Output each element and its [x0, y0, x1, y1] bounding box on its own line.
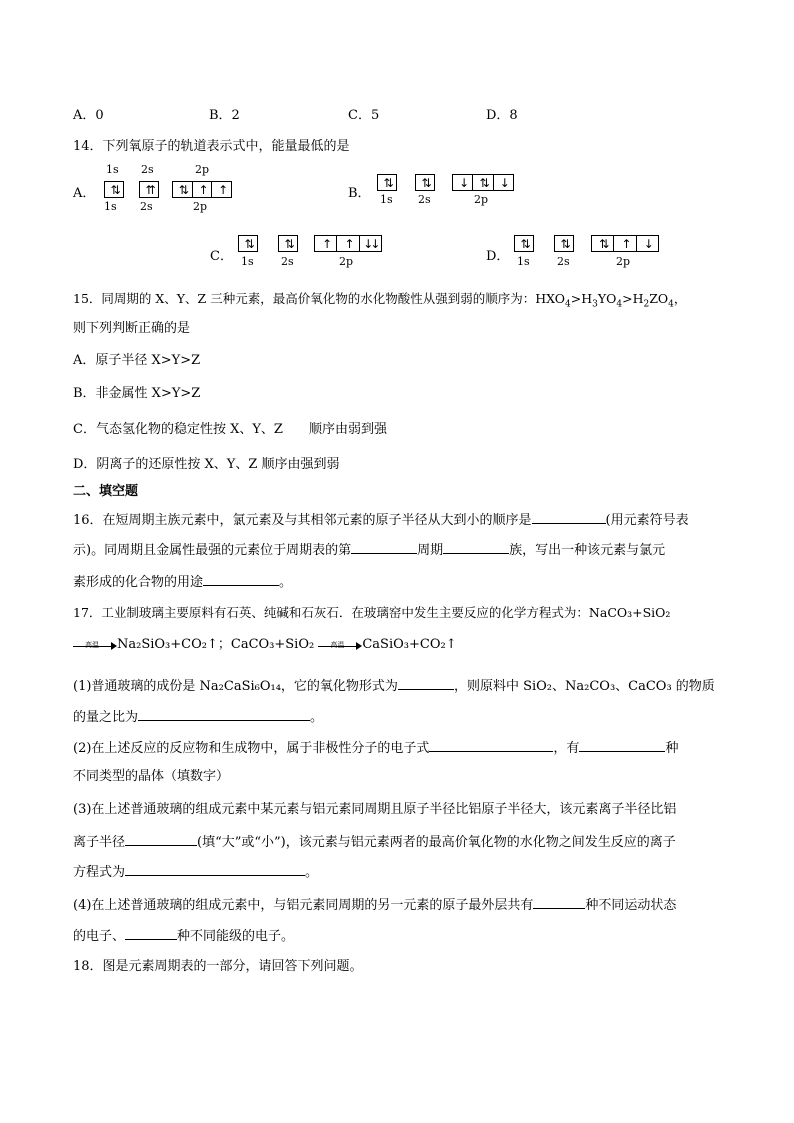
label-2p: 2p — [195, 163, 210, 176]
q17-part4-line2: 的电子、 种不同能级的电子。 — [73, 926, 294, 946]
answer-blank[interactable] — [533, 895, 585, 909]
reaction-arrow: 高温 — [318, 639, 362, 651]
label-1s: 1s — [104, 200, 117, 213]
orbital-1s: ⇅ — [104, 181, 124, 198]
q14-stem: 14．下列氧原子的轨道表示式中，能量最低的是 — [73, 139, 350, 154]
q17-equation: 高温 Na₂SiO₃+CO₂↑；CaCO₃+SiO₂ 高温 CaSiO₃+CO₂↑ — [73, 636, 457, 654]
q13-option-a: A．0 — [73, 108, 104, 123]
label-2p: 2p — [339, 255, 354, 268]
q17-part1-line2: 的量之比为 。 — [73, 707, 323, 727]
answer-blank[interactable] — [532, 510, 606, 524]
orbital-1s: ⇅ — [238, 235, 258, 252]
label-1s: 1s — [106, 163, 119, 176]
label-2s: 2s — [418, 193, 431, 206]
answer-blank[interactable] — [125, 862, 305, 876]
q17-part3-line1: (3)在上述普通玻璃的组成元素中某元素与铝元素同周期且原子半径比铝原子半径大，该元素离子半径比铝 — [73, 802, 677, 817]
answer-blank[interactable] — [125, 926, 177, 940]
q13-option-b: B．2 — [209, 108, 240, 123]
q15-option-c: C．气态氢化物的稳定性按 X、Y、Z 顺序由弱到强 — [73, 422, 387, 437]
label-2p: 2p — [474, 193, 489, 206]
answer-blank[interactable] — [351, 540, 417, 554]
label-1s: 1s — [517, 255, 530, 268]
q14-a-letter: A． — [73, 186, 96, 201]
answer-blank[interactable] — [429, 738, 553, 752]
orbital-1s: ⇅ — [514, 235, 534, 252]
q15-option-a: A．原子半径 X>Y>Z — [73, 353, 201, 368]
answer-blank[interactable] — [579, 738, 665, 752]
q17-part3-line2: 离子半径 (填“大”或“小”)，该元素与铝元素两者的最高价氧化物的水化物之间发生反应的离子 — [73, 832, 676, 852]
orbital-2p: ↑ ↑ ↓↓ — [314, 235, 382, 252]
orbital-2s: ⇅ — [415, 174, 435, 191]
q17-part4-line1: (4)在上述普通玻璃的组成元素中，与铝元素同周期的另一元素的原子最外层共有 种不同运动状态 — [73, 895, 676, 915]
q17-part2-line2: 不同类型的晶体（填数字） — [73, 769, 230, 784]
q15-stem-line1: 15．同周期的 X、Y、Z 三种元素，最高价氧化物的水化物酸性从强到弱的顺序为：$HXO_4>H_3YO_4>H_2ZO_4$， — [73, 291, 687, 310]
q13-option-c: C．5 — [348, 108, 380, 123]
orbital-2p: ⇅ ↑ ↑ — [172, 181, 232, 198]
q15-option-d: D．阴离子的还原性按 X、Y、Z 顺序由强到弱 — [73, 457, 340, 472]
q17-part3-line3: 方程式为 。 — [73, 862, 318, 882]
label-1s: 1s — [241, 255, 254, 268]
answer-blank[interactable] — [443, 540, 509, 554]
q15-stem-line2: 则下列判断正确的是 — [73, 321, 191, 336]
section-heading: 二、填空题 — [73, 484, 139, 499]
orbital-2s: ⇅ — [554, 235, 574, 252]
answer-blank[interactable] — [203, 572, 279, 586]
label-2s: 2s — [141, 163, 154, 176]
q14-b-letter: B． — [348, 186, 371, 201]
orbital-2p: ⇅ ↑ ↓ — [591, 235, 659, 252]
label-1s: 1s — [380, 193, 393, 206]
q17-part1-line1: (1)普通玻璃的成份是 Na₂CaSi₆O₁₄，它的氧化物形式为 ，则原料中 SiO₂、Na₂CO₃、CaCO₃ 的物质 — [73, 676, 715, 696]
q16-line2: 示)。同周期且金属性最强的元素位于周期表的第 周期 族，写出一种该元素与氯元 — [73, 540, 665, 560]
answer-blank[interactable] — [125, 832, 197, 846]
q16-line1: 16．在短周期主族元素中，氯元素及与其相邻元素的原子半径从大到小的顺序是 (用元素符号表 — [73, 510, 689, 530]
answer-blank[interactable] — [138, 707, 310, 721]
label-2s: 2s — [281, 255, 294, 268]
orbital-2p: ↓ ⇅ ↓ — [452, 174, 514, 191]
reaction-arrow: 高温 — [73, 639, 117, 651]
q15-option-b: B．非金属性 X>Y>Z — [73, 386, 201, 401]
orbital-2s: ⇅ — [278, 235, 298, 252]
orbital-1s: ⇅ — [377, 174, 397, 191]
q16-line3: 素形成的化合物的用途 。 — [73, 572, 292, 592]
orbital-2s: ⇈ — [139, 181, 159, 198]
q14-c-letter: C． — [210, 249, 233, 264]
q13-option-d: D．8 — [486, 108, 518, 123]
q14-d-letter: D． — [486, 249, 510, 264]
q17-part2-line1: (2)在上述反应的反应物和生成物中，属于非极性分子的电子式 ，有 种 — [73, 738, 678, 758]
label-2p: 2p — [616, 255, 631, 268]
label-2s: 2s — [140, 200, 153, 213]
label-2s: 2s — [557, 255, 570, 268]
q17-line1: 17．工业制玻璃主要原料有石英、纯碱和石灰石．在玻璃窑中发生主要反应的化学方程式为：NaCO₃+SiO₂ — [73, 605, 671, 620]
q18-stem: 18．图是元素周期表的一部分，请回答下列问题。 — [73, 959, 363, 974]
label-2p: 2p — [193, 200, 208, 213]
answer-blank[interactable] — [398, 676, 454, 690]
